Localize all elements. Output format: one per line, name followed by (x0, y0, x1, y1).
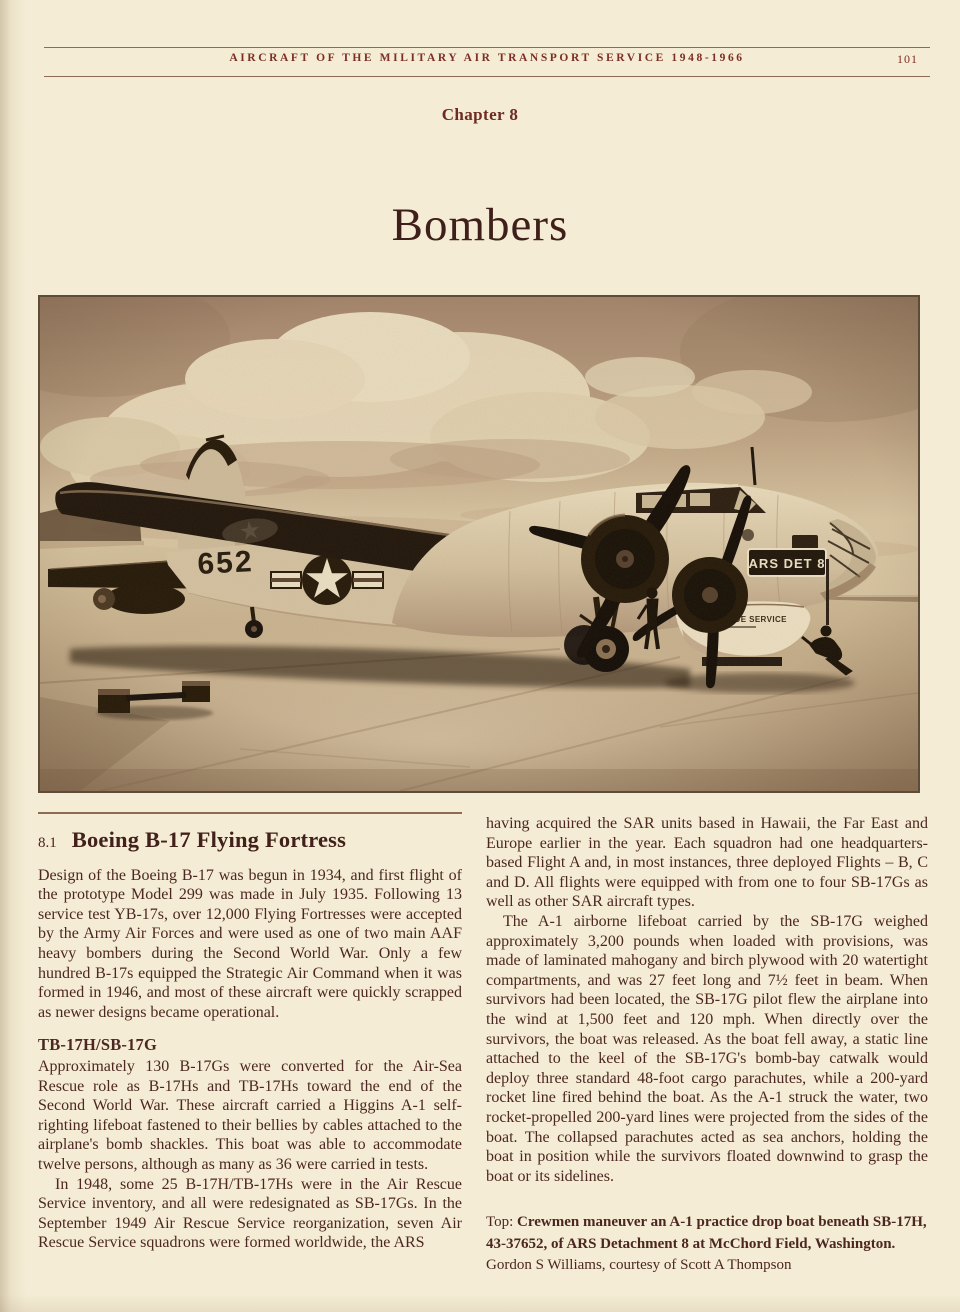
header-rule-bottom (44, 76, 930, 77)
page-gutter-shading (0, 0, 26, 1312)
body-paragraph: having acquired the SAR units based in Hawaii, the Far East and Europe earlier in the year. Each squadron had one headquarters-based Flight A and, in most instances, three deployed Flights – B, C and D. All flights were equipped with from one to four SB-17Gs as well as other SAR aircraft types. (486, 815, 928, 911)
photo-illustration (40, 297, 918, 791)
caption-credit: Gordon S Williams, courtesy of Scott A Thompson (486, 1257, 792, 1274)
page-title: Bombers (391, 199, 569, 251)
running-head-title: AIRCRAFT OF THE MILITARY AIR TRANSPORT SERVICE 1948-1966 (229, 52, 745, 64)
caption-text: Crewmen maneuver an A-1 practice drop boat beneath SB-17H, 43-37652, of ARS Detachment 8 at McChord Field, Washington. (486, 1214, 927, 1252)
photo-grain (40, 297, 918, 791)
chapter-label: Chapter 8 (441, 105, 519, 124)
header-rule-top (44, 47, 930, 48)
body-paragraph: Design of the Boeing B-17 was begun in 1934, and first flight of the prototype Model 299 was made in July 1935. Following 13 service test YB-17s, over 12,000 Flying Fortresses were accepted by the Army Air Forces and were used as one of two main AAF heavy bombers during the Second World War. Only a few hundred B-17s equipped the Strategic Air Command when it was formed in 1946, and most of these aircraft were quickly scrapped as newer designs became operational. (38, 866, 462, 1021)
body-paragraph: Approximately 130 B-17Gs were converted for the Air-Sea Rescue role as B-17Hs and TB-17Hs toward the end of the Second World War. These aircraft carried a Higgins A-1 self-righting lifeboat fastened to their bellies by cables attached to the airplane's bomb shackles. This boat was able to accommodate twelve persons, although as many as 36 were carried in tests. (38, 1057, 462, 1173)
page-number: 101 (897, 52, 918, 66)
right-column (486, 814, 928, 1277)
section-number: 8.1 (38, 835, 57, 851)
photo-sb17-lifeboat (40, 297, 918, 791)
caption-prefix: Top: (486, 1214, 518, 1231)
photo-caption (486, 1212, 928, 1277)
page-bottom-shading (0, 1294, 960, 1312)
running-head (44, 52, 930, 64)
body-paragraph: The A-1 airborne lifeboat carried by the SB-17G weighed approximately 3,200 pounds when loaded with provisions, was made of laminated mahogany and birch plywood with 20 watertight compartments, and was 27 feet long and 7½ feet in beam. When survivors had been located, the SB-17G pilot flew the airplane into the wind at 1,500 feet and 120 mph. When directly over the survivors, the boat was released. As the boat fell away, a static line attached to the keel of the SB-17G's bomb-bay catwalk would deploy three standard 48-foot cargo parachutes, while a 200-yard rocket line fired behind the boat. As the A-1 struck the water, two rocket-propelled 200-yard lines were projected from the sides of the boat. The collapsed parachutes acted as sea anchors, holding the boat in position while the survivors floated downwind to grasp the boat or its sidelines. (486, 912, 928, 1185)
left-column (38, 808, 462, 1253)
section-title: Boeing B-17 Flying Fortress (71, 827, 347, 852)
body-paragraph: In 1948, some 25 B-17H/TB-17Hs were in the Air Rescue Service inventory, and all were redesignated as SB-17Gs. In the September 1949 Air Rescue Service reorganization, seven Air Rescue Service squadrons were formed worldwide, the ARS (38, 1175, 462, 1252)
section-heading (38, 827, 462, 854)
subsection-heading: TB-17H/SB-17G (38, 1035, 158, 1055)
